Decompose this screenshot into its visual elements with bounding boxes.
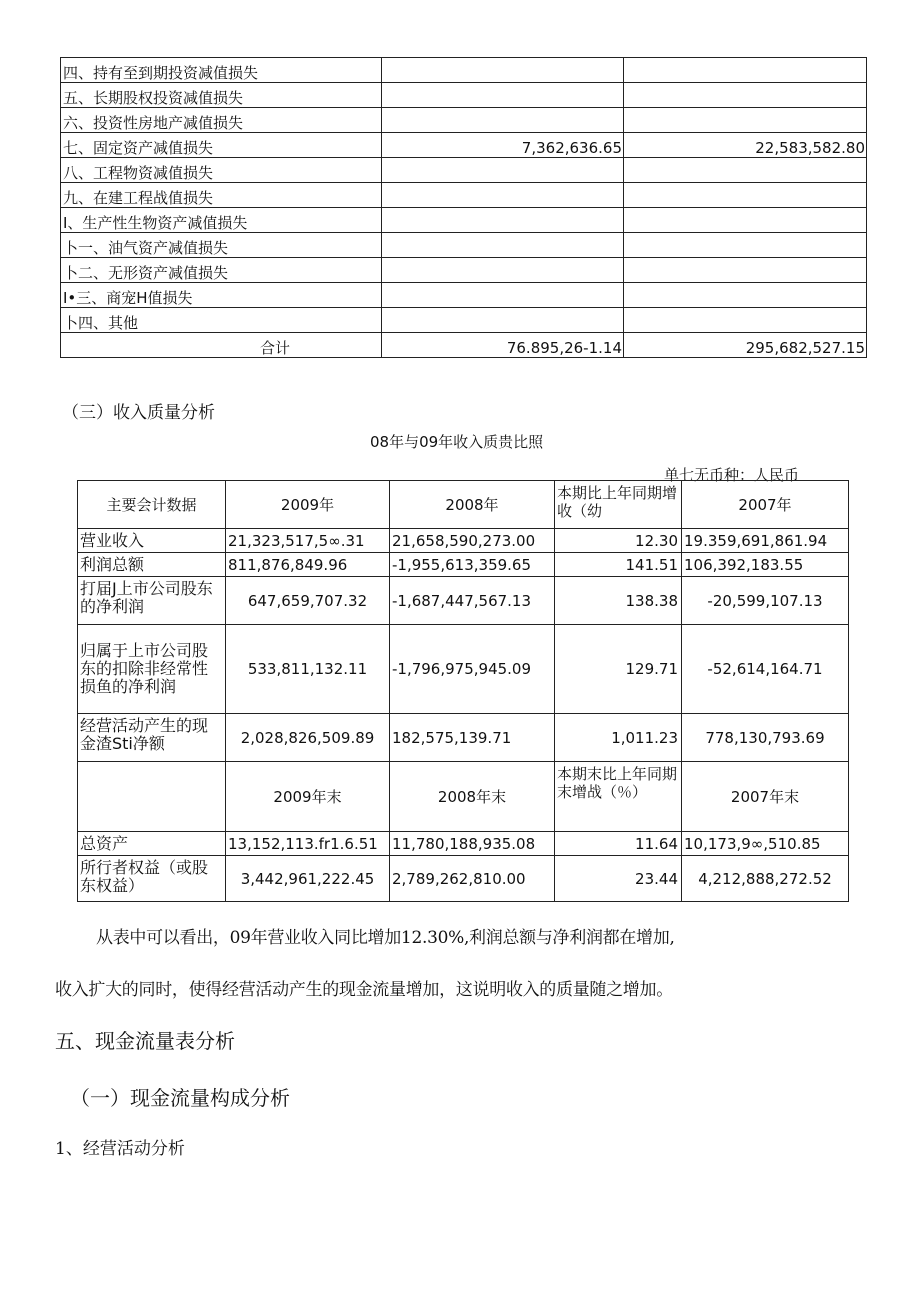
paragraph-line-1: 从表中可以看出，09年营业收入同比增加12.30%,利润总额与净利润都在增加, — [96, 928, 675, 948]
value-2007: -20,599,107.13 — [682, 577, 849, 625]
value-cell — [624, 83, 867, 108]
change-value: 23.44 — [555, 856, 682, 902]
total-value: 295,682,527.15 — [624, 333, 867, 358]
currency-note: 单七无币种：人民币 — [664, 466, 800, 484]
total-value: 76.895,26-1.14 — [382, 333, 624, 358]
value-2009: 2,028,826,509.89 — [226, 714, 390, 762]
table-row — [61, 258, 867, 283]
table-row — [78, 832, 849, 856]
item-cell: I、生产性生物资产减值损失 — [61, 208, 382, 233]
value-cell — [382, 233, 624, 258]
value-2009: 3,442,961,222.45 — [226, 856, 390, 902]
section5-1-heading: （一）现金流量构成分析 — [70, 1086, 290, 1110]
change-value: 1,011.23 — [555, 714, 682, 762]
table-row — [61, 83, 867, 108]
column-header: 主要会计数据 — [78, 481, 226, 529]
value-cell: 22,583,582.80 — [624, 133, 867, 158]
table2-title: 08年与09年收入质贵比照 — [370, 433, 544, 451]
value-2007: 19.359,691,861.94 — [682, 529, 849, 553]
value-cell — [624, 208, 867, 233]
value-2007: 106,392,183.55 — [682, 553, 849, 577]
column-header: 2009年末 — [226, 762, 390, 832]
paragraph-line-2: 收入扩大的同时，使得经营活动产生的现金流量增加，这说明收入的质量随之增加。 — [55, 980, 673, 1000]
value-2007: -52,614,164.71 — [682, 625, 849, 714]
header-row — [78, 481, 849, 529]
total-label: 合计 — [61, 333, 382, 358]
table-row — [78, 529, 849, 553]
value-cell — [382, 58, 624, 83]
table-row — [61, 208, 867, 233]
item-cell: 九、在建工程战值损失 — [61, 183, 382, 208]
change-value: 129.71 — [555, 625, 682, 714]
item-cell: 五、长期股权投资减值损失 — [61, 83, 382, 108]
column-header: 2008年末 — [390, 762, 555, 832]
impairment-table — [60, 57, 867, 358]
item-cell: 卜一、油气资产减值损失 — [61, 233, 382, 258]
item1-heading: 1、经营活动分析 — [55, 1139, 185, 1159]
value-cell — [382, 83, 624, 108]
row-label: 总资产 — [78, 832, 226, 856]
row-label: 归属于上市公司股东的扣除非经常性损鱼的净利润 — [78, 625, 226, 714]
value-2009: 21,323,517,5∞.31 — [226, 529, 390, 553]
row-label: 经营活动产生的现金渣Sti净额 — [78, 714, 226, 762]
value-2007: 4,212,888,272.52 — [682, 856, 849, 902]
table-row — [61, 158, 867, 183]
section5-heading: 五、现金流量表分析 — [55, 1029, 235, 1053]
table-row — [61, 308, 867, 333]
table-row — [78, 553, 849, 577]
column-header: 本期比上年同期增收（幼 — [555, 481, 682, 529]
table-row — [78, 577, 849, 625]
change-value: 138.38 — [555, 577, 682, 625]
column-header: 本期末比上年同期末增战（％） — [555, 762, 682, 832]
value-2009: 811,876,849.96 — [226, 553, 390, 577]
row-label: 利润总额 — [78, 553, 226, 577]
value-cell: 7,362,636.65 — [382, 133, 624, 158]
value-2009: 13,152,113.fr1.6.51 — [226, 832, 390, 856]
value-cell — [382, 183, 624, 208]
row-label: 所行者权益（或股东权益） — [78, 856, 226, 902]
table-row — [61, 58, 867, 83]
change-value: 141.51 — [555, 553, 682, 577]
value-2008: -1,796,975,945.09 — [390, 625, 555, 714]
total-row — [61, 333, 867, 358]
value-cell — [624, 258, 867, 283]
value-cell — [624, 233, 867, 258]
value-2009: 533,811,132.11 — [226, 625, 390, 714]
column-header: 2007年 — [682, 481, 849, 529]
table-row — [61, 233, 867, 258]
value-cell — [624, 183, 867, 208]
column-header: 2007年末 — [682, 762, 849, 832]
change-value: 12.30 — [555, 529, 682, 553]
item-cell: 六、投资性房地产减值损失 — [61, 108, 382, 133]
value-cell — [624, 58, 867, 83]
table-row — [61, 133, 867, 158]
table-row — [61, 108, 867, 133]
value-2008: 2,789,262,810.00 — [390, 856, 555, 902]
item-cell: 七、固定资产减值损失 — [61, 133, 382, 158]
income-quality-table — [77, 480, 849, 902]
value-cell — [382, 258, 624, 283]
value-2008: 21,658,590,273.00 — [390, 529, 555, 553]
item-cell: 卜四、其他 — [61, 308, 382, 333]
item-cell: 卜二、无形资产减值损失 — [61, 258, 382, 283]
value-2008: -1,955,613,359.65 — [390, 553, 555, 577]
value-cell — [382, 208, 624, 233]
value-cell — [382, 308, 624, 333]
row-label: 打届J上市公司股东的净利润 — [78, 577, 226, 625]
table-row — [61, 183, 867, 208]
value-cell — [624, 308, 867, 333]
section3-heading: （三）收入质量分析 — [62, 403, 215, 423]
value-2008: -1,687,447,567.13 — [390, 577, 555, 625]
table-row — [61, 283, 867, 308]
value-cell — [624, 158, 867, 183]
value-cell — [382, 108, 624, 133]
table-row — [78, 625, 849, 714]
value-cell — [382, 283, 624, 308]
value-cell — [624, 283, 867, 308]
value-2007: 10,173,9∞,510.85 — [682, 832, 849, 856]
change-value: 11.64 — [555, 832, 682, 856]
value-2007: 778,130,793.69 — [682, 714, 849, 762]
value-2009: 647,659,707.32 — [226, 577, 390, 625]
value-2008: 182,575,139.71 — [390, 714, 555, 762]
item-cell: 八、工程物资减值损失 — [61, 158, 382, 183]
column-header: 2009年 — [226, 481, 390, 529]
item-cell: I•三、商宠H值损失 — [61, 283, 382, 308]
column-header — [78, 762, 226, 832]
value-2008: 11,780,188,935.08 — [390, 832, 555, 856]
value-cell — [624, 108, 867, 133]
value-cell — [382, 158, 624, 183]
row-label: 营业收入 — [78, 529, 226, 553]
table-row — [78, 856, 849, 902]
table-row — [78, 714, 849, 762]
item-cell: 四、持有至到期投资减值损失 — [61, 58, 382, 83]
header-row — [78, 762, 849, 832]
column-header: 2008年 — [390, 481, 555, 529]
